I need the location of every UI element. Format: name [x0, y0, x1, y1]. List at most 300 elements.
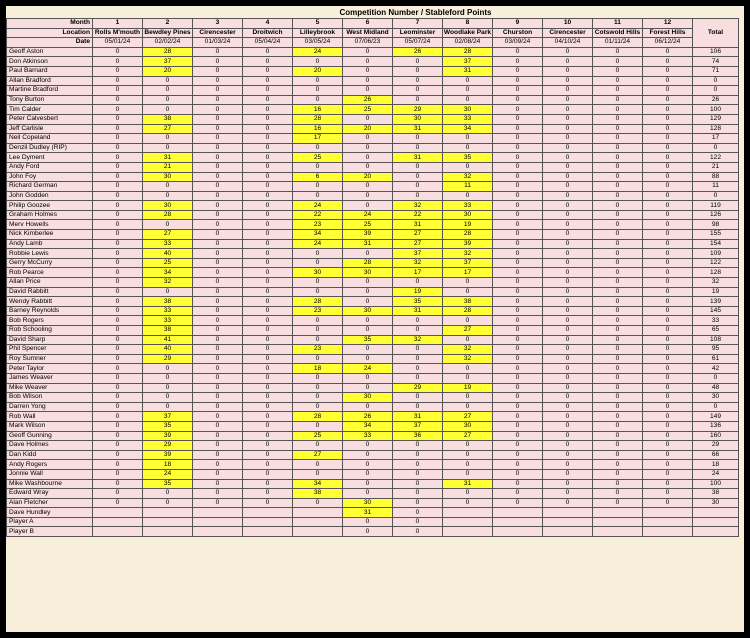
- player-row: [7, 134, 739, 144]
- score-cell: 0: [343, 182, 393, 192]
- player-name: Rob Pearce: [7, 268, 93, 278]
- score-cell: 32: [443, 249, 493, 259]
- score-cell: 0: [593, 105, 643, 115]
- month-header: 1: [93, 19, 143, 29]
- score-cell: 0: [643, 143, 693, 153]
- table-title: Competition Number / Stableford Points: [93, 7, 739, 19]
- score-cell: [643, 527, 693, 537]
- total-cell: 32: [693, 278, 739, 288]
- score-cell: 0: [543, 421, 593, 431]
- score-cell: 0: [143, 182, 193, 192]
- total-cell: 160: [693, 431, 739, 441]
- score-cell: 0: [243, 489, 293, 499]
- score-cell: 0: [493, 134, 543, 144]
- score-cell: 0: [293, 162, 343, 172]
- total-cell: 0: [693, 402, 739, 412]
- score-cell: 17: [443, 268, 493, 278]
- score-cell: 0: [643, 393, 693, 403]
- score-cell: 0: [643, 172, 693, 182]
- score-cell: 0: [343, 517, 393, 527]
- date-header: 02/02/24: [143, 38, 193, 48]
- score-cell: 0: [93, 335, 143, 345]
- score-cell: 0: [643, 153, 693, 163]
- player-name: David Rabbitt: [7, 287, 93, 297]
- score-cell: 0: [343, 527, 393, 537]
- location-header: Rolls M'mouth: [93, 28, 143, 38]
- score-cell: 0: [343, 479, 393, 489]
- player-row: [7, 364, 739, 374]
- score-cell: 0: [193, 373, 243, 383]
- total-cell: 128: [693, 268, 739, 278]
- score-cell: 0: [93, 316, 143, 326]
- score-cell: 27: [143, 124, 193, 134]
- score-cell: 0: [193, 268, 243, 278]
- score-cell: 0: [93, 47, 143, 57]
- score-cell: 0: [343, 460, 393, 470]
- score-cell: 0: [343, 278, 393, 288]
- score-cell: 0: [93, 210, 143, 220]
- score-cell: [493, 508, 543, 518]
- score-cell: [293, 517, 343, 527]
- score-cell: 0: [643, 201, 693, 211]
- score-cell: 0: [393, 76, 443, 86]
- score-cell: 0: [243, 402, 293, 412]
- score-cell: 0: [493, 258, 543, 268]
- player-row: [7, 76, 739, 86]
- score-cell: 0: [93, 268, 143, 278]
- score-cell: 0: [643, 345, 693, 355]
- score-cell: 0: [493, 220, 543, 230]
- total-cell: 24: [693, 469, 739, 479]
- total-cell: [693, 508, 739, 518]
- score-cell: 0: [593, 489, 643, 499]
- total-cell: 100: [693, 479, 739, 489]
- score-cell: 0: [93, 153, 143, 163]
- score-cell: 0: [393, 95, 443, 105]
- score-cell: 30: [343, 306, 393, 316]
- player-row: [7, 182, 739, 192]
- score-cell: 0: [143, 364, 193, 374]
- score-cell: 0: [193, 460, 243, 470]
- score-cell: 17: [393, 268, 443, 278]
- player-row: [7, 268, 739, 278]
- score-cell: 0: [593, 201, 643, 211]
- player-row: [7, 479, 739, 489]
- total-cell: 30: [693, 498, 739, 508]
- score-cell: 34: [293, 479, 343, 489]
- score-cell: 0: [543, 86, 593, 96]
- total-cell: 71: [693, 66, 739, 76]
- total-cell: 0: [693, 143, 739, 153]
- player-name: Don Atkinson: [7, 57, 93, 67]
- score-cell: 0: [543, 66, 593, 76]
- score-cell: 0: [493, 191, 543, 201]
- score-cell: 0: [243, 57, 293, 67]
- score-cell: 0: [493, 210, 543, 220]
- score-cell: [143, 508, 193, 518]
- score-cell: 0: [643, 383, 693, 393]
- date-header: 01/03/24: [193, 38, 243, 48]
- score-cell: 0: [93, 66, 143, 76]
- score-cell: 0: [393, 441, 443, 451]
- score-cell: 0: [193, 498, 243, 508]
- month-header: 10: [543, 19, 593, 29]
- score-cell: 0: [93, 412, 143, 422]
- score-cell: 0: [593, 460, 643, 470]
- month-header: 12: [643, 19, 693, 29]
- score-cell: 37: [443, 258, 493, 268]
- score-cell: 0: [643, 47, 693, 57]
- score-cell: 0: [443, 402, 493, 412]
- score-cell: 0: [643, 249, 693, 259]
- score-cell: 0: [543, 469, 593, 479]
- score-cell: 31: [343, 508, 393, 518]
- score-cell: 0: [643, 239, 693, 249]
- score-cell: 0: [493, 153, 543, 163]
- score-cell: 0: [493, 268, 543, 278]
- player-name: Denzil Dudley (RIP): [7, 143, 93, 153]
- score-cell: 0: [93, 258, 143, 268]
- score-cell: 0: [493, 393, 543, 403]
- score-cell: 0: [543, 364, 593, 374]
- total-cell: 18: [693, 460, 739, 470]
- player-row: [7, 57, 739, 67]
- player-name: Paul Barnard: [7, 66, 93, 76]
- score-cell: 0: [93, 402, 143, 412]
- score-cell: 0: [343, 153, 393, 163]
- player-row: [7, 393, 739, 403]
- score-cell: 0: [343, 76, 393, 86]
- score-cell: 0: [93, 489, 143, 499]
- month-header: 5: [293, 19, 343, 29]
- total-cell: 145: [693, 306, 739, 316]
- total-cell: 33: [693, 316, 739, 326]
- score-cell: 0: [293, 469, 343, 479]
- score-cell: 0: [493, 421, 543, 431]
- score-cell: 0: [643, 210, 693, 220]
- player-name: Tony Burton: [7, 95, 93, 105]
- score-cell: 0: [493, 402, 543, 412]
- player-name: Richard German: [7, 182, 93, 192]
- total-cell: 149: [693, 412, 739, 422]
- score-cell: 0: [443, 162, 493, 172]
- score-cell: 0: [93, 95, 143, 105]
- score-cell: 0: [493, 114, 543, 124]
- score-cell: 0: [293, 373, 343, 383]
- score-cell: 0: [493, 326, 543, 336]
- score-cell: 0: [593, 441, 643, 451]
- score-cell: [543, 508, 593, 518]
- player-row: [7, 105, 739, 115]
- score-cell: 0: [493, 460, 543, 470]
- score-cell: 0: [243, 105, 293, 115]
- score-cell: [93, 508, 143, 518]
- score-cell: 0: [143, 95, 193, 105]
- score-cell: [93, 517, 143, 527]
- player-name: David Sharp: [7, 335, 93, 345]
- score-cell: 0: [93, 460, 143, 470]
- score-cell: 0: [543, 201, 593, 211]
- score-cell: 0: [343, 489, 393, 499]
- score-cell: 0: [243, 326, 293, 336]
- score-cell: 0: [193, 450, 243, 460]
- score-cell: 6: [293, 172, 343, 182]
- score-cell: 0: [143, 143, 193, 153]
- player-name: Dave Hundley: [7, 508, 93, 518]
- score-cell: 0: [543, 460, 593, 470]
- score-cell: 0: [593, 124, 643, 134]
- score-cell: 0: [243, 268, 293, 278]
- score-cell: 0: [643, 460, 693, 470]
- score-cell: 0: [393, 162, 443, 172]
- score-cell: 27: [143, 230, 193, 240]
- score-cell: [443, 527, 493, 537]
- player-row: [7, 153, 739, 163]
- player-name: Lee Dyment: [7, 153, 93, 163]
- score-cell: 0: [143, 105, 193, 115]
- score-cell: 0: [293, 326, 343, 336]
- score-cell: 0: [593, 393, 643, 403]
- player-name: Player A: [7, 517, 93, 527]
- score-cell: 0: [593, 239, 643, 249]
- score-cell: 0: [243, 431, 293, 441]
- score-cell: 0: [543, 335, 593, 345]
- score-cell: 0: [593, 134, 643, 144]
- month-header: 6: [343, 19, 393, 29]
- score-cell: 0: [593, 345, 643, 355]
- score-cell: [243, 527, 293, 537]
- score-cell: 0: [93, 239, 143, 249]
- score-cell: 0: [93, 201, 143, 211]
- score-cell: 0: [543, 76, 593, 86]
- score-cell: 0: [393, 508, 443, 518]
- score-cell: 0: [543, 210, 593, 220]
- score-cell: 0: [343, 86, 393, 96]
- date-header: 07/06/23: [343, 38, 393, 48]
- player-row: [7, 383, 739, 393]
- score-cell: 0: [93, 76, 143, 86]
- score-cell: 0: [493, 383, 543, 393]
- score-cell: [493, 517, 543, 527]
- score-cell: 0: [543, 498, 593, 508]
- score-cell: 30: [143, 172, 193, 182]
- month-header: 8: [443, 19, 493, 29]
- score-cell: 0: [543, 297, 593, 307]
- month-header: 7: [393, 19, 443, 29]
- player-row: [7, 201, 739, 211]
- score-cell: 0: [543, 412, 593, 422]
- score-cell: 0: [643, 489, 693, 499]
- score-cell: 0: [393, 57, 443, 67]
- score-cell: 0: [493, 162, 543, 172]
- score-cell: 0: [493, 278, 543, 288]
- score-cell: 0: [643, 306, 693, 316]
- player-row: [7, 335, 739, 345]
- player-row: [7, 373, 739, 383]
- score-cell: 0: [493, 230, 543, 240]
- score-cell: 0: [93, 364, 143, 374]
- score-cell: 0: [643, 124, 693, 134]
- score-cell: 0: [643, 220, 693, 230]
- score-cell: 0: [543, 153, 593, 163]
- score-cell: 0: [193, 287, 243, 297]
- score-cell: 0: [643, 431, 693, 441]
- score-cell: 0: [193, 95, 243, 105]
- score-cell: 24: [143, 469, 193, 479]
- score-cell: 0: [93, 297, 143, 307]
- score-cell: 0: [293, 57, 343, 67]
- score-cell: 0: [593, 287, 643, 297]
- score-cell: 0: [443, 76, 493, 86]
- month-header: 9: [493, 19, 543, 29]
- score-cell: 0: [93, 450, 143, 460]
- score-cell: 0: [193, 124, 243, 134]
- player-name: Bob Wilson: [7, 393, 93, 403]
- score-cell: 23: [293, 306, 343, 316]
- score-cell: 0: [593, 143, 643, 153]
- score-cell: 26: [343, 412, 393, 422]
- location-header: Churston: [493, 28, 543, 38]
- player-row: [7, 469, 739, 479]
- score-cell: 0: [643, 326, 693, 336]
- score-cell: 0: [293, 354, 343, 364]
- score-cell: 0: [543, 239, 593, 249]
- score-cell: 11: [443, 182, 493, 192]
- total-cell: 100: [693, 105, 739, 115]
- score-cell: 0: [93, 469, 143, 479]
- score-cell: 31: [393, 124, 443, 134]
- score-cell: 0: [493, 431, 543, 441]
- player-row: [7, 412, 739, 422]
- score-cell: 0: [593, 297, 643, 307]
- score-cell: 0: [543, 47, 593, 57]
- score-cell: 0: [493, 249, 543, 259]
- score-cell: 0: [193, 326, 243, 336]
- player-row: [7, 316, 739, 326]
- score-cell: 0: [93, 172, 143, 182]
- score-cell: 0: [93, 326, 143, 336]
- score-cell: 39: [143, 450, 193, 460]
- score-cell: 0: [643, 278, 693, 288]
- score-cell: [293, 508, 343, 518]
- score-cell: 0: [343, 191, 393, 201]
- player-row: [7, 162, 739, 172]
- score-cell: 0: [593, 114, 643, 124]
- score-cell: 30: [343, 498, 393, 508]
- score-cell: 37: [143, 412, 193, 422]
- score-cell: 0: [493, 441, 543, 451]
- score-cell: 38: [143, 114, 193, 124]
- score-cell: 0: [193, 258, 243, 268]
- date-header: 05/04/24: [243, 38, 293, 48]
- player-row: [7, 114, 739, 124]
- date-header: 06/12/24: [643, 38, 693, 48]
- score-cell: 0: [93, 134, 143, 144]
- score-cell: 0: [493, 306, 543, 316]
- score-cell: 0: [593, 354, 643, 364]
- score-cell: 0: [443, 278, 493, 288]
- score-cell: 32: [443, 172, 493, 182]
- score-cell: 24: [343, 364, 393, 374]
- month-label: Month: [7, 19, 93, 29]
- score-cell: 0: [193, 441, 243, 451]
- player-row: [7, 220, 739, 230]
- score-cell: 0: [643, 498, 693, 508]
- score-cell: 0: [193, 278, 243, 288]
- score-cell: 0: [593, 268, 643, 278]
- score-cell: 0: [243, 210, 293, 220]
- score-cell: 0: [593, 373, 643, 383]
- score-cell: 0: [143, 383, 193, 393]
- player-name: Mike Washbourne: [7, 479, 93, 489]
- score-cell: 0: [93, 306, 143, 316]
- player-name: Mark Wilson: [7, 421, 93, 431]
- score-cell: [443, 508, 493, 518]
- score-cell: 0: [93, 421, 143, 431]
- score-cell: 0: [443, 287, 493, 297]
- player-name: Allan Price: [7, 278, 93, 288]
- score-cell: 0: [243, 220, 293, 230]
- score-cell: 0: [493, 354, 543, 364]
- score-cell: 0: [393, 134, 443, 144]
- score-cell: 0: [543, 114, 593, 124]
- score-cell: 0: [193, 86, 243, 96]
- score-cell: 31: [443, 479, 493, 489]
- score-cell: 0: [543, 105, 593, 115]
- score-cell: 32: [143, 278, 193, 288]
- score-cell: 0: [443, 143, 493, 153]
- player-row: [7, 124, 739, 134]
- score-cell: 40: [143, 345, 193, 355]
- score-cell: 20: [293, 66, 343, 76]
- player-row: [7, 489, 739, 499]
- total-cell: 122: [693, 258, 739, 268]
- score-cell: 0: [293, 393, 343, 403]
- score-cell: 0: [443, 335, 493, 345]
- score-cell: 0: [643, 469, 693, 479]
- score-cell: 0: [643, 258, 693, 268]
- score-cell: 0: [93, 182, 143, 192]
- total-cell: 126: [693, 210, 739, 220]
- score-cell: 0: [93, 498, 143, 508]
- total-cell: [693, 517, 739, 527]
- score-cell: 0: [443, 441, 493, 451]
- score-cell: 0: [543, 402, 593, 412]
- score-cell: 0: [243, 373, 293, 383]
- score-cell: 0: [293, 441, 343, 451]
- score-cell: 0: [593, 421, 643, 431]
- score-cell: 0: [193, 412, 243, 422]
- score-cell: 0: [243, 47, 293, 57]
- score-cell: 0: [543, 441, 593, 451]
- player-row: [7, 239, 739, 249]
- score-cell: 0: [393, 489, 443, 499]
- score-cell: 0: [643, 287, 693, 297]
- score-cell: 0: [593, 479, 643, 489]
- score-cell: 33: [443, 114, 493, 124]
- player-name: Neil Copeland: [7, 134, 93, 144]
- score-cell: 38: [143, 326, 193, 336]
- score-cell: 31: [143, 153, 193, 163]
- score-cell: 0: [593, 383, 643, 393]
- score-cell: 0: [393, 66, 443, 76]
- location-header: Forest Hills: [643, 28, 693, 38]
- score-cell: 31: [443, 66, 493, 76]
- score-cell: 28: [293, 297, 343, 307]
- score-cell: 0: [193, 479, 243, 489]
- score-cell: 0: [243, 498, 293, 508]
- score-cell: 0: [643, 134, 693, 144]
